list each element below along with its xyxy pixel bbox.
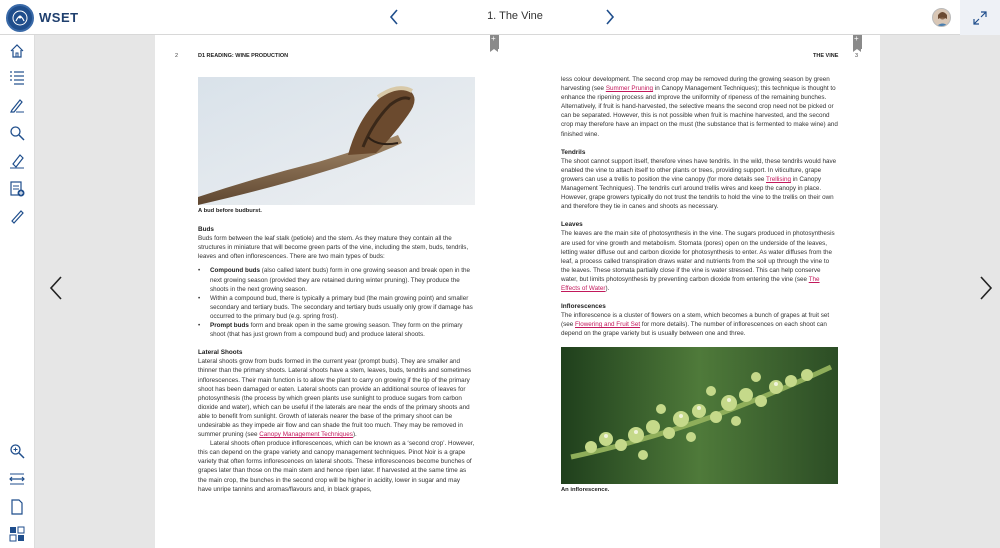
chevron-left-icon bbox=[48, 276, 64, 300]
single-page-icon[interactable] bbox=[8, 498, 26, 516]
left-page-content bbox=[198, 77, 475, 494]
buds-intro: Buds form between the leaf stalk (petiole) and the stem. As they mature they contain all the structures in miniature that will become green parts of the vine, including the stem, buds, tendrils, leaves and often inflorescences. There are two main types of buds: bbox=[198, 235, 469, 261]
bud-types-list bbox=[198, 266, 475, 339]
notes-icon[interactable] bbox=[8, 96, 26, 114]
expand-button[interactable] bbox=[960, 0, 1000, 35]
page-number: 3 bbox=[855, 53, 859, 59]
page-number: 2 bbox=[175, 53, 179, 59]
inflorescence-photo bbox=[561, 347, 838, 484]
inflorescences-paragraph: The inflorescence is a cluster of flowers on a stem, which becomes a bunch of grapes at fruit set (see Flowering and Fruit Set for more details). The number of inflorescences on each shoot can depend on the grape variety but is usually between one and three. bbox=[561, 312, 830, 338]
table-of-contents-icon[interactable] bbox=[8, 68, 26, 86]
bookmark-icon[interactable] bbox=[853, 35, 862, 49]
effects-of-water-link[interactable]: The Effects of Water bbox=[561, 275, 820, 292]
section-heading-leaves: Leaves bbox=[561, 221, 583, 229]
lateral-shoots-paragraph-2: Lateral shoots often produce inflorescences, which can be known as a ‘second crop’. However, this can depend on the grape variety and canopy management techniques. Pinot Noir is a grape variety that often forms inflorescences on lateral shoots. These inflorescences become bunches of grapes later than those on the main stem and hence ripen later. If harvested at the same time as the main crop, the bunches in the second crop will be higher in acidity, lower in sugar and may have unripe tannins and aromas/flavours and, in black grapes, bbox=[198, 440, 475, 493]
zoom-in-icon[interactable] bbox=[8, 442, 26, 460]
running-head: D1 READING: WINE PRODUCTION bbox=[198, 53, 289, 59]
leaves-paragraph: The leaves are the main site of photosynthesis in the vine. The sugars produced in photosynthesis are used for vine growth and metabolism. Stomata (pores) open on the underside of the leaves, letting water diffuse out and carbon dioxide for photosynthesis to enter. As water diffuses from the leaf, a process called transpiration draws water and nutrients from the soil up through the vine to the leaves. These stomata partially close if the vine is water stressed. This can help conserve water, but limits photosynthesis by preventing carbon dioxide from entering the vine (see The Effects of Water). bbox=[561, 230, 835, 292]
section-heading-inflorescences: Inflorescences bbox=[561, 303, 606, 311]
fit-width-icon[interactable] bbox=[8, 470, 26, 488]
tendrils-paragraph: The shoot cannot support itself, therefore vines have tendrils. In the wild, these tendrils would have enabled the vine to attach itself to other plants or trees, providing support. In viticulture, grape growers can use a trellis to position the vine canopy (for more details see Trellising in Canopy Management Techniques). The tendrils curl around trellis wires and keep the canopy in place. However, grape growers typically do not trust the tendrils to hold the vine to the trellis on their own and therefore they tie in canes and shoots as necessary. bbox=[561, 157, 837, 211]
list-item-continuation: • Within a compound bud, there is typically a primary bud (the main growing point) and smaller secondary and tertiary buds. The secondary and tertiary buds usually only grow if damage has occurred to the primary bud (e.g. spring frost). bbox=[198, 294, 475, 321]
chevron-right-icon bbox=[978, 276, 994, 300]
canopy-management-link[interactable]: Canopy Management Techniques bbox=[259, 431, 353, 439]
photo-caption: A bud before budburst. bbox=[198, 208, 262, 214]
lateral-shoots-paragraph: Lateral shoots grow from buds formed in the current year (prompt buds). They are smaller and thinner than the primary shoots. Lateral shoots have a stem, leaves, buds, tendrils and sometimes inflorescences. Their main function is to allow the plant to carry on growing if the tip of the primary shoot has been damaged or eaten. Lateral shoots can provide an additional source of leaves for photosynthesis (the process by which green plants use sunlight to produce sugars from carbon dioxide and water), which can be useful if the laterals are near the ends of the primary shoots and able to benefit from sunlight. Growth of laterals nearer the base of the primary shoot can be undesirable as they impede air flow and can shade the fruit too much. They may be removed in summer pruning (see Canopy Management Techniques). bbox=[198, 358, 472, 439]
previous-chapter-button[interactable] bbox=[386, 8, 404, 26]
expand-icon bbox=[972, 10, 988, 26]
chapter-title: 1. The Vine bbox=[487, 10, 543, 22]
top-bar bbox=[0, 0, 1000, 35]
list-item: • Compound buds (also called latent buds) form in one growing season and break open in the next growing season (provided they are retained during winter pruning). They produce the shoots in the next growing season. bbox=[198, 266, 475, 293]
section-heading-buds: Buds bbox=[198, 226, 214, 234]
right-page-content bbox=[561, 75, 838, 496]
previous-page-button[interactable] bbox=[48, 276, 64, 300]
bookmark-icon[interactable] bbox=[490, 35, 499, 49]
home-icon[interactable] bbox=[8, 42, 26, 60]
right-page bbox=[518, 35, 880, 548]
chevron-left-icon bbox=[386, 8, 404, 26]
left-page bbox=[155, 35, 518, 548]
pen-icon[interactable] bbox=[8, 207, 26, 225]
add-note-icon[interactable] bbox=[8, 180, 26, 198]
highlighter-icon[interactable] bbox=[8, 152, 26, 170]
left-toolbar bbox=[0, 35, 35, 548]
summer-pruning-link[interactable]: Summer Pruning bbox=[605, 85, 654, 93]
logo-text: WSET bbox=[39, 10, 79, 25]
wset-logo[interactable] bbox=[6, 4, 79, 31]
chevron-right-icon bbox=[600, 8, 618, 26]
logo-emblem-icon bbox=[6, 4, 34, 32]
running-head: THE VINE bbox=[813, 53, 839, 59]
user-avatar[interactable] bbox=[932, 8, 951, 27]
photo-caption: An inflorescence. bbox=[561, 487, 610, 494]
search-icon[interactable] bbox=[8, 124, 26, 142]
section-heading-tendrils: Tendrils bbox=[561, 148, 586, 156]
thumbnails-icon[interactable] bbox=[8, 525, 26, 543]
list-item: • Prompt buds form and break open in the same growing season. They form on the primary shoot (that has just grown from a compound bud) and produce lateral shoots. bbox=[198, 321, 475, 339]
next-page-button[interactable] bbox=[978, 276, 994, 300]
flowering-fruit-set-link[interactable]: Flowering and Fruit Set bbox=[575, 321, 641, 329]
bud-photo bbox=[198, 77, 475, 205]
next-chapter-button[interactable] bbox=[600, 8, 618, 26]
continued-paragraph: less colour development. The second crop may be removed during the growing season by green harvesting (see Summer Pruning in Canopy Management Techniques); this technique is thought to enhance the ripening process and improve the uniformity of ripeness of the remaining bunches. Alternatively, if fruit is hand-harvested, the selective means the second crop need not be picked or can be separated. However, this is not possible when fruit is machine harvested, and the second crop may therefore have an impact on the must (the substance that is fermented to make wine) and finished wine. bbox=[561, 76, 838, 138]
section-heading-lateral-shoots: Lateral Shoots bbox=[198, 349, 243, 357]
trellising-link[interactable]: Trellising bbox=[766, 175, 791, 183]
